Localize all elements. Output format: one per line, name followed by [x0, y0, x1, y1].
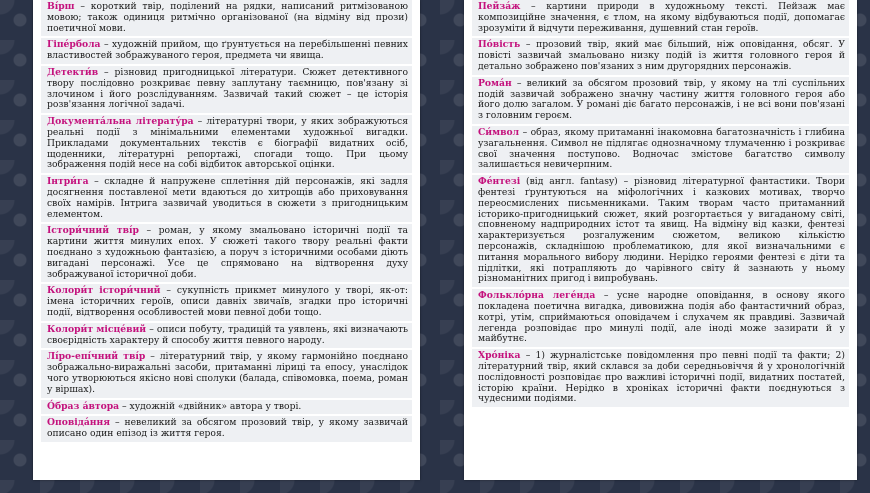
glossary-term: Оповіда́ння	[47, 417, 111, 429]
glossary-entry	[472, 349, 849, 407]
glossary-definition: – різновид пригодницької літератури. Сюжет детективного твору послідовно розкриває певну заплутану таємницю, пов'язану зі злочином і його розслідуванням. Зазвичай такий сюжет – це історія розв'язання логічної задачі.	[47, 66, 408, 111]
glossary-term: Хро́ніка	[478, 350, 521, 362]
glossary-entry	[41, 400, 412, 415]
glossary-definition: – художній прийом, що ґрунтується на перебільшенні певних властивостей зображуваного героя, предмета чи явища.	[47, 39, 408, 62]
glossary-entry	[41, 323, 412, 349]
glossary-entry	[472, 289, 849, 347]
glossary-definition: – роман, у якому змальовано історичні події та картини життя минулих епох. У сюжеті такого твору реальні факти поєднано з художньою фантазією, а поруч з історичними особами діють вигадані персонажі. Усе це спрямовано на відтворення духу зображуваної історичної доби.	[47, 225, 409, 280]
glossary-definition: – складне й напружене сплетіння дій персонажів, які задля досягнення поставленої мети вдаються до хитрощів або приховування своїх намірів. Інтрига зазвичай уводиться в сюжети з пригодницьким елементом.	[47, 176, 408, 220]
glossary-entry	[41, 175, 412, 222]
glossary-term: Детекти́в	[47, 66, 99, 78]
glossary-term: Колори́т місце́вий	[47, 323, 147, 335]
glossary-term: Лі́ро-епі́чний тві́р	[47, 351, 146, 363]
glossary-definition: – літературні твори, у яких зображуються реальні події з мінімальними елементами художньої вигадки. Прикладами документальних текстів є біографії видатних осіб, щоденники, літературні репортажі, спогади тощо. При цьому зображення подій несе на собі відбиток авторської оцінки.	[47, 116, 408, 171]
glossary-definition: (від англ. fantasy) – різновид літературної фантастики. Твори фентезі ґрунтуються на міфологічних і казкових мотивах, творчо переосмислених письменниками. Таким творам часто притаманний історико-пригодницький сюжет, який розгортається у вигаданому світі, сповненому надприродних істот та явищ. На відміну від казки, фентезі характеризується розгалуженим сюжетом, великою кількістю персонажів, складнішою проблематикою, для якої визначальними є питання морального вибору людини. Нерідко героями фентезі є діти та підлітки, які потрапляють до чарівного світу й зазнають у ньому різноманітних пригод і випробувань.	[478, 176, 845, 285]
glossary-entry	[41, 416, 412, 442]
glossary-term: По́вість	[478, 39, 521, 51]
glossary-entry	[472, 77, 849, 124]
glossary-definition: – 1) журналістське повідомлення про певні події та факти; 2) літературний твір, який склався за доби середньовіччя й у хронологічній послідовності розповідає про важливі історичні події, видатних постатей, історію країни. Нерідко в хроніках історичні факти поєднуються з чудесними подіями.	[478, 350, 845, 405]
glossary-term: Істори́чний тві́р	[47, 225, 139, 237]
glossary-definition: – прозовий твір, який має більший, ніж оповідання, обсяг. У повісті зазвичай змальовано низку подій із життя головного героя й детально зображено пов'язаних з ним другорядних персонажів.	[478, 39, 845, 72]
glossary-term: Гіпе́рбола	[47, 39, 101, 51]
glossary-definition: – описи побуту, традицій та уявлень, які визначають своєрідність характеру й способу життя певного народу.	[47, 323, 408, 346]
glossary-entry	[41, 284, 412, 320]
glossary-entry	[41, 0, 412, 36]
glossary-term: Колори́т істори́чний	[47, 285, 161, 297]
glossary-entry	[41, 224, 412, 282]
right-page	[464, 0, 857, 480]
glossary-term: О́браз а́втора	[47, 400, 120, 412]
left-page	[33, 0, 420, 480]
glossary-term: Рома́н	[478, 77, 512, 89]
glossary-entry	[41, 38, 412, 64]
glossary-definition: – літературний твір, у якому гармонійно поєднано зображально-виражальні засоби, притаманні ліриці та епосу, унаслідок чого утворюються якісно нові сполуки (балада, співомовка, поема, роман у віршах).	[47, 351, 409, 395]
glossary-term: Ві́рш	[47, 1, 75, 12]
glossary-term: Си́мвол	[478, 126, 520, 138]
glossary-entry	[41, 66, 412, 113]
glossary-term: Документа́льна літерату́ра	[47, 116, 194, 128]
glossary-definition: – художній «двійник» автора у творі.	[119, 400, 302, 412]
glossary-term: Пейза́ж	[478, 1, 521, 12]
glossary-term: Інтри́га	[47, 176, 89, 188]
glossary-term: Фолькло́рна леге́нда	[478, 290, 596, 302]
glossary-definition: – великий за обсягом прозовий твір, у якому на тлі суспільних подій зазвичай зображено значну частину життя головного героя або його долю загалом. У романі діє багато персонажів, і не всі вони пов'язані з головним героєм.	[478, 77, 845, 122]
right-glossary	[464, 0, 857, 407]
glossary-entry	[41, 350, 412, 397]
glossary-definition: – короткий твір, поділений на рядки, написаний ритмізованою мовою; також одиниця ритмічно організованої (на відміну від прози) поетичної мови.	[47, 1, 408, 34]
glossary-definition: – невеликий за обсягом прозовий твір, у якому зазвичай описано один епізод із життя героя.	[47, 417, 408, 440]
glossary-entry	[472, 126, 849, 173]
glossary-entry	[472, 0, 849, 36]
glossary-definition: – сукупність прикмет минулого у творі, як-от: імена історичних героїв, описи давніх звичаїв, згадки про історичні події, відтворення особливостей мови певної доби тощо.	[47, 285, 408, 318]
glossary-definition: – усне народне оповідання, в основу якого покладена поетична вигадка, дивовижна подія або фантастичний образ, котрі, утім, сприймаються оповідачем і слухачем як правдиві. Зазвичай легенда розповідає про минулі події, але іноді може зазирати й у майбутнє.	[478, 290, 845, 345]
glossary-definition: – образ, якому притаманні інакомовна багатозначність і глибина узагальнення. Символ не підлягає однозначному тлумаченню і розкриває свої значення поступово. Водночас змістове багатство символу залишається невичерпним.	[478, 126, 845, 171]
glossary-entry	[41, 115, 412, 173]
left-glossary	[33, 0, 420, 442]
glossary-term: Фе́нтезі	[478, 176, 521, 188]
glossary-definition: – картини природи в художньому тексті. Пейзаж має композиційне значення, є тлом, на якому відбуваються події, допомагає зрозуміти й відчути переживання, душевний стан героїв.	[478, 1, 845, 34]
glossary-entry	[472, 38, 849, 74]
glossary-entry	[472, 175, 849, 287]
